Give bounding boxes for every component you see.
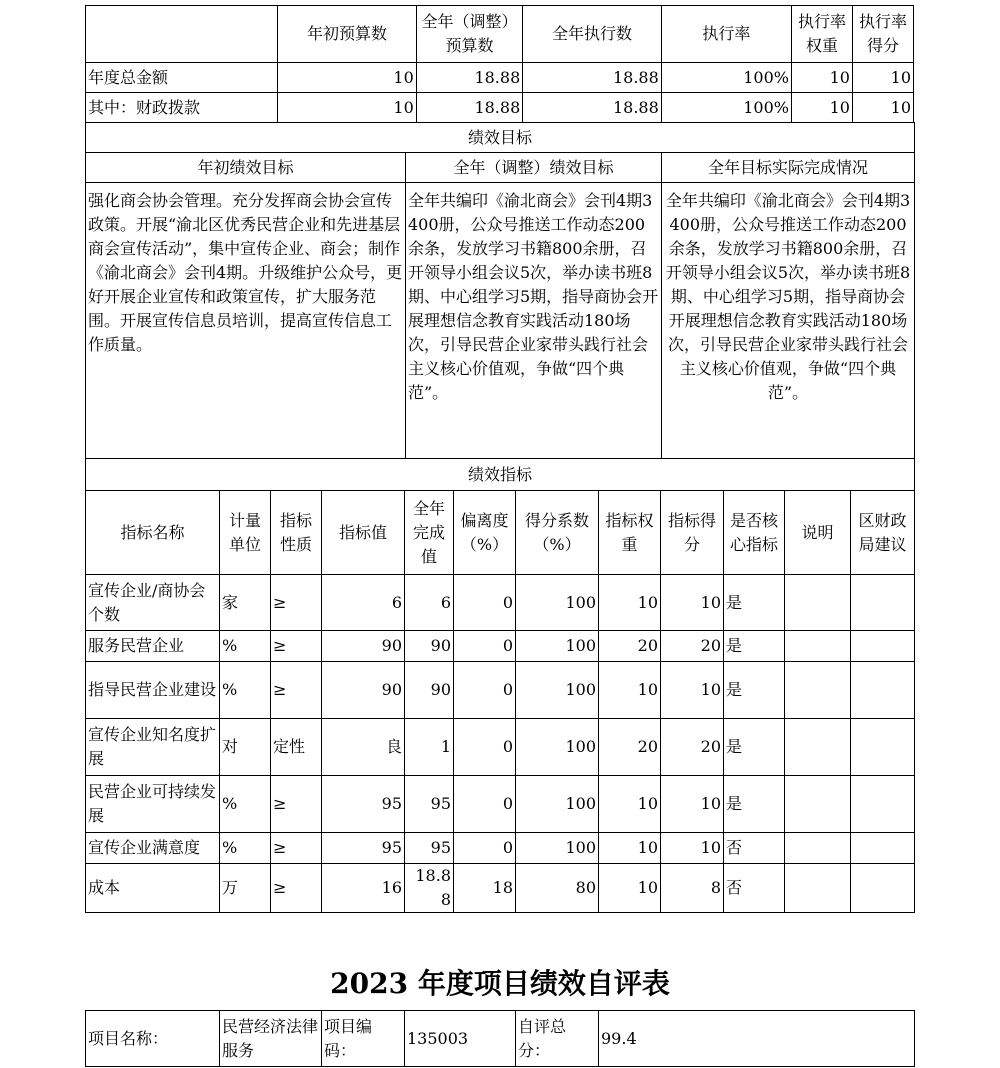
indicator-advice	[851, 719, 915, 776]
project-code-value: 135003	[405, 1011, 516, 1067]
indicator-coef: 100	[516, 575, 599, 631]
indicator-unit: %	[220, 662, 271, 719]
indicator-note	[785, 719, 851, 776]
indicator-unit: %	[220, 776, 271, 833]
indicator-done: 95	[405, 776, 454, 833]
indicator-target: 良	[322, 719, 405, 776]
indicator-note	[785, 662, 851, 719]
indicators-header-deviation: 偏离度（%）	[454, 491, 516, 575]
indicator-score: 20	[661, 631, 724, 662]
budget-row	[86, 93, 914, 123]
indicator-deviation: 0	[454, 575, 516, 631]
indicator-weight: 10	[599, 662, 661, 719]
indicator-note	[785, 776, 851, 833]
indicator-note	[785, 631, 851, 662]
budget-initial: 10	[278, 63, 417, 93]
indicator-core: 是	[724, 575, 785, 631]
indicator-advice	[851, 575, 915, 631]
budget-score: 10	[852, 93, 913, 123]
indicator-score: 10	[661, 662, 724, 719]
indicators-header-target: 指标值	[322, 491, 405, 575]
indicator-coef: 100	[516, 662, 599, 719]
indicator-target: 95	[322, 776, 405, 833]
indicator-note	[785, 833, 851, 864]
indicator-weight: 10	[599, 776, 661, 833]
indicator-weight: 20	[599, 719, 661, 776]
project-info-row	[86, 1011, 915, 1067]
indicator-score: 10	[661, 776, 724, 833]
budget-rate: 100%	[661, 63, 791, 93]
goals-actual-text: 全年共编印《渝北商会》会刊4期3400册，公众号推送工作动态200余条，发放学习书籍800余册，召开领导小组会议5次，举办读书班8期、中心组学习5期，指导商协会开展理想信念教育实践活动180场次，引导民营企业家带头践行社会主义核心价值观，争做“四个典范”。	[662, 183, 915, 459]
project-code-label: 项目编码：	[322, 1011, 405, 1067]
indicators-header-row	[86, 491, 915, 575]
indicator-coef: 100	[516, 776, 599, 833]
indicators-section-row	[86, 459, 915, 491]
indicator-core: 是	[724, 662, 785, 719]
indicator-row	[86, 719, 915, 776]
budget-score: 10	[852, 63, 913, 93]
indicator-target: 16	[322, 864, 405, 913]
indicator-row	[86, 662, 915, 719]
budget-header-blank	[86, 6, 278, 63]
indicator-coef: 100	[516, 631, 599, 662]
indicators-header-note: 说明	[785, 491, 851, 575]
indicator-advice	[851, 864, 915, 913]
indicators-header-done: 全年完成值	[405, 491, 454, 575]
indicator-unit: 万	[220, 864, 271, 913]
indicator-score: 8	[661, 864, 724, 913]
budget-label: 年度总金额	[86, 63, 278, 93]
indicator-weight: 10	[599, 864, 661, 913]
indicator-deviation: 0	[454, 662, 516, 719]
indicator-done: 1	[405, 719, 454, 776]
indicator-deviation: 0	[454, 833, 516, 864]
budget-header-rate: 执行率	[661, 6, 791, 63]
indicator-deviation: 0	[454, 719, 516, 776]
budget-adjusted: 18.88	[416, 93, 522, 123]
indicator-unit: %	[220, 631, 271, 662]
goals-section-row	[86, 123, 915, 153]
budget-weight: 10	[792, 63, 853, 93]
budget-executed: 18.88	[523, 63, 662, 93]
indicator-note	[785, 575, 851, 631]
indicator-done: 6	[405, 575, 454, 631]
indicator-score: 20	[661, 719, 724, 776]
budget-header-row	[86, 6, 914, 63]
goals-adjusted-text: 全年共编印《渝北商会》会刊4期3400册，公众号推送工作动态200余条，发放学习书籍800余册，召开领导小组会议5次，举办读书班8期、中心组学习5期，指导商协会开展理想信念教育实践活动180场次，引导民营企业家带头践行社会主义核心价值观，争做“四个典范”。	[406, 183, 662, 459]
indicator-advice	[851, 662, 915, 719]
budget-label: 其中：财政拨款	[86, 93, 278, 123]
indicators-header-nature: 指标性质	[271, 491, 322, 575]
indicator-unit: 家	[220, 575, 271, 631]
indicator-core: 否	[724, 864, 785, 913]
budget-header-executed: 全年执行数	[523, 6, 662, 63]
indicator-weight: 10	[599, 575, 661, 631]
indicator-note	[785, 864, 851, 913]
goals-initial-text: 强化商会协会管理。充分发挥商会协会宣传政策。开展“渝北区优秀民营企业和先进基层商会宣传活动”，集中宣传企业、商会；制作《渝北商会》会刊4期。升级维护公众号，更好开展企业宣传和政策宣传，扩大服务范围。开展宣传信息员培训，提高宣传信息工作质量。	[86, 183, 406, 459]
indicator-row	[86, 575, 915, 631]
indicator-row	[86, 833, 915, 864]
goals-content-row	[86, 183, 915, 459]
project-score-label: 自评总分：	[516, 1011, 599, 1067]
project-score-value: 99.4	[599, 1011, 915, 1067]
budget-rate: 100%	[661, 93, 791, 123]
indicator-nature: ≥	[271, 864, 322, 913]
indicators-header-unit: 计量单位	[220, 491, 271, 575]
goals-table	[85, 122, 915, 459]
indicator-name: 指导民营企业建设	[86, 662, 220, 719]
budget-header-adjusted: 全年（调整）预算数	[416, 6, 522, 63]
indicators-header-advice: 区财政局建议	[851, 491, 915, 575]
indicators-header-core: 是否核心指标	[724, 491, 785, 575]
indicator-nature: ≥	[271, 833, 322, 864]
indicator-deviation: 0	[454, 776, 516, 833]
indicators-body	[86, 575, 915, 913]
goals-header-adjusted: 全年（调整）绩效目标	[406, 153, 662, 183]
indicator-unit: %	[220, 833, 271, 864]
budget-header-weight: 执行率权重	[792, 6, 853, 63]
budget-weight: 10	[792, 93, 853, 123]
next-table-title: 2023 年度项目绩效自评表	[330, 967, 670, 1000]
indicator-name: 宣传企业满意度	[86, 833, 220, 864]
budget-executed: 18.88	[523, 93, 662, 123]
indicator-name: 民营企业可持续发展	[86, 776, 220, 833]
budget-header-score: 执行率得分	[852, 6, 913, 63]
indicators-table	[85, 458, 915, 913]
indicator-unit: 对	[220, 719, 271, 776]
indicator-target: 6	[322, 575, 405, 631]
indicator-row	[86, 864, 915, 913]
indicator-nature: ≥	[271, 575, 322, 631]
indicator-target: 90	[322, 631, 405, 662]
goals-header-row	[86, 153, 915, 183]
budget-table	[85, 5, 914, 123]
indicator-target: 95	[322, 833, 405, 864]
indicator-score: 10	[661, 575, 724, 631]
indicator-deviation: 18	[454, 864, 516, 913]
indicator-coef: 100	[516, 833, 599, 864]
indicator-done: 18.88	[405, 864, 454, 913]
indicators-header-coef: 得分系数（%）	[516, 491, 599, 575]
project-name-label: 项目名称：	[86, 1011, 220, 1067]
indicator-row	[86, 776, 915, 833]
indicator-weight: 20	[599, 631, 661, 662]
indicator-weight: 10	[599, 833, 661, 864]
indicator-score: 10	[661, 833, 724, 864]
indicator-nature: ≥	[271, 662, 322, 719]
indicators-header-name: 指标名称	[86, 491, 220, 575]
indicators-section-title: 绩效指标	[86, 459, 915, 491]
indicator-advice	[851, 776, 915, 833]
goals-section-title: 绩效目标	[86, 123, 915, 153]
indicator-target: 90	[322, 662, 405, 719]
indicator-deviation: 0	[454, 631, 516, 662]
indicator-core: 是	[724, 776, 785, 833]
budget-header-initial: 年初预算数	[278, 6, 417, 63]
indicator-name: 成本	[86, 864, 220, 913]
indicator-coef: 100	[516, 719, 599, 776]
indicator-row	[86, 631, 915, 662]
indicator-name: 服务民营企业	[86, 631, 220, 662]
project-info-table	[85, 1010, 915, 1067]
indicator-done: 90	[405, 662, 454, 719]
indicator-name: 宣传企业知名度扩展	[86, 719, 220, 776]
budget-initial: 10	[278, 93, 417, 123]
indicator-done: 95	[405, 833, 454, 864]
indicator-coef: 80	[516, 864, 599, 913]
indicator-core: 是	[724, 631, 785, 662]
indicator-name: 宣传企业/商协会个数	[86, 575, 220, 631]
goals-header-actual: 全年目标实际完成情况	[662, 153, 915, 183]
indicator-advice	[851, 833, 915, 864]
indicator-nature: ≥	[271, 776, 322, 833]
indicators-header-weight: 指标权重	[599, 491, 661, 575]
budget-row	[86, 63, 914, 93]
project-name-value: 民营经济法律服务	[220, 1011, 322, 1067]
budget-adjusted: 18.88	[416, 63, 522, 93]
indicator-advice	[851, 631, 915, 662]
indicator-done: 90	[405, 631, 454, 662]
indicator-nature: 定性	[271, 719, 322, 776]
indicator-core: 否	[724, 833, 785, 864]
indicator-core: 是	[724, 719, 785, 776]
indicator-nature: ≥	[271, 631, 322, 662]
indicators-header-score: 指标得分	[661, 491, 724, 575]
goals-header-initial: 年初绩效目标	[86, 153, 406, 183]
